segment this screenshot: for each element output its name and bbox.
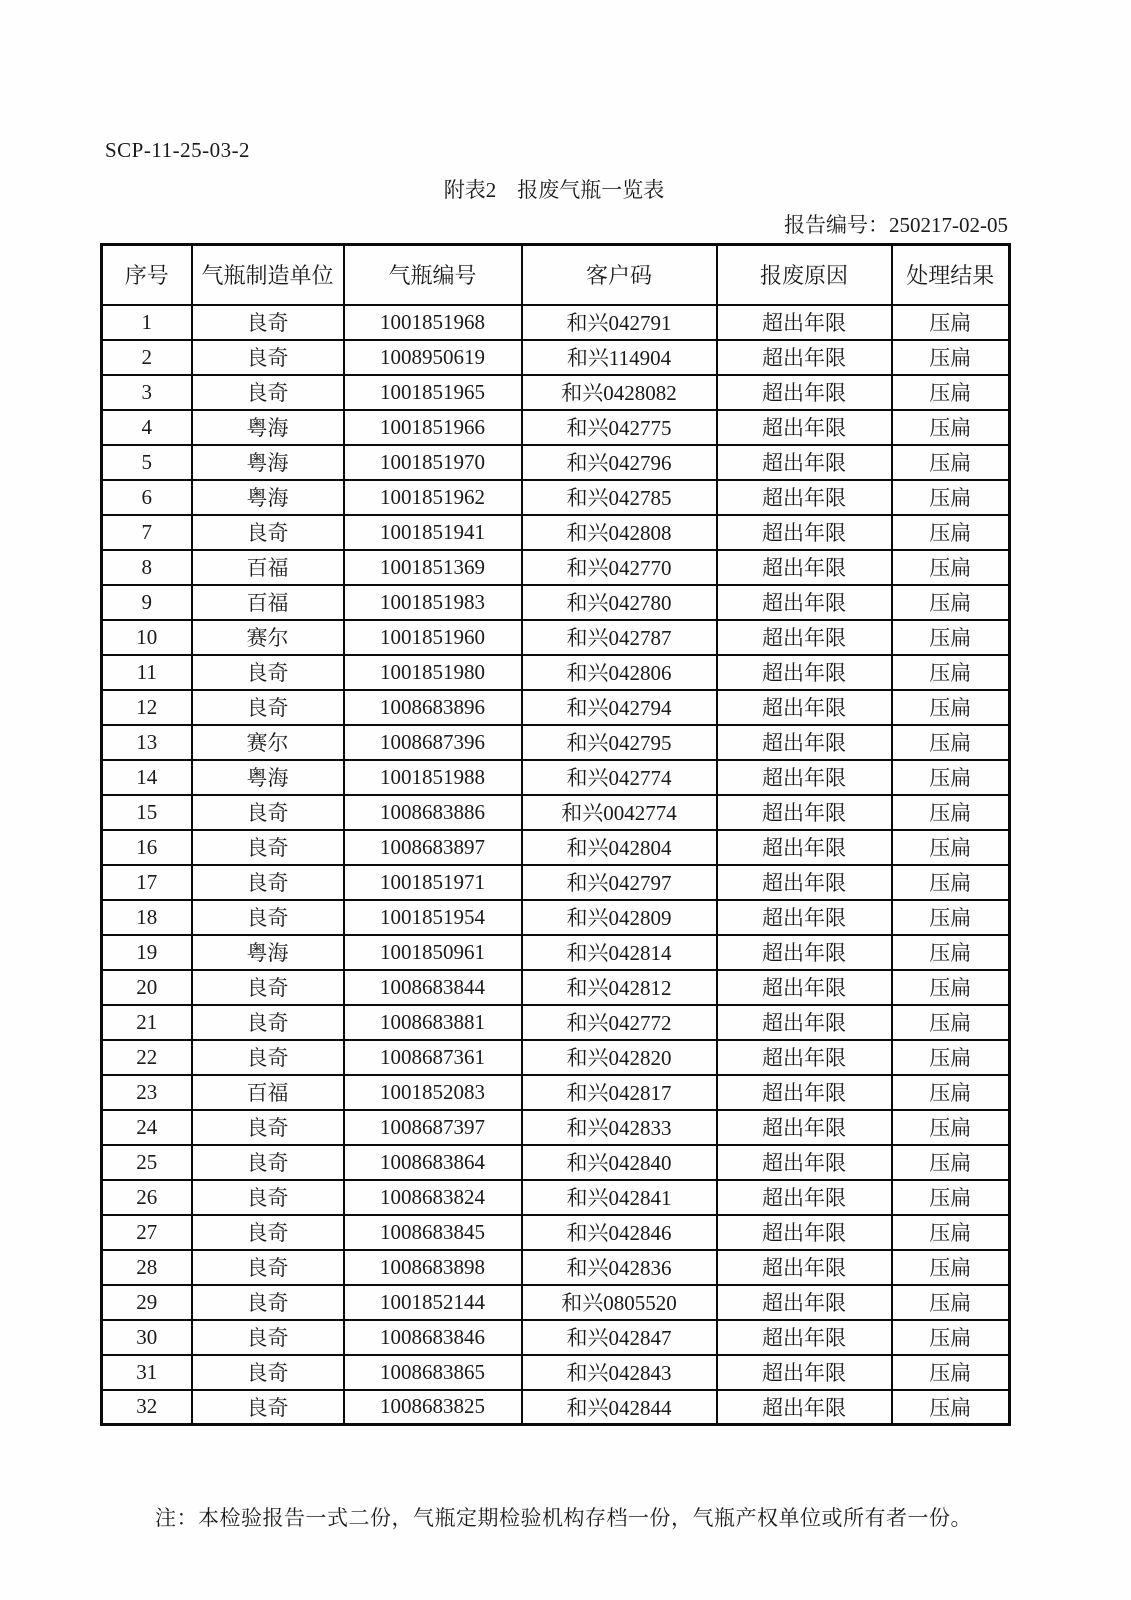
table-cell: 良奇 <box>192 1145 344 1180</box>
table-cell: 良奇 <box>192 795 344 830</box>
table-cell: 超出年限 <box>717 550 892 585</box>
table-row <box>102 900 1010 935</box>
table-cell: 17 <box>102 865 192 900</box>
table-cell: 良奇 <box>192 970 344 1005</box>
table-cell: 压扁 <box>892 445 1010 480</box>
table-row <box>102 1285 1010 1320</box>
table-cell: 1001851970 <box>344 445 522 480</box>
table-cell: 超出年限 <box>717 515 892 550</box>
table-cell: 良奇 <box>192 1285 344 1320</box>
table-cell: 超出年限 <box>717 830 892 865</box>
table-cell: 14 <box>102 760 192 795</box>
table-cell: 和兴042770 <box>522 550 717 585</box>
scrapped-cylinder-table <box>100 243 1011 1426</box>
table-cell: 超出年限 <box>717 935 892 970</box>
table-cell: 粤海 <box>192 480 344 515</box>
table-cell: 压扁 <box>892 480 1010 515</box>
table-row <box>102 1145 1010 1180</box>
table-header-row <box>102 245 1010 305</box>
table-cell: 1008683886 <box>344 795 522 830</box>
table-cell: 压扁 <box>892 340 1010 375</box>
table-cell: 超出年限 <box>717 410 892 445</box>
table-cell: 和兴042817 <box>522 1075 717 1110</box>
table-cell: 1001851965 <box>344 375 522 410</box>
table-cell: 压扁 <box>892 1040 1010 1075</box>
table-cell: 和兴042772 <box>522 1005 717 1040</box>
table-cell: 1008683824 <box>344 1180 522 1215</box>
table-cell: 百福 <box>192 1075 344 1110</box>
table-row <box>102 410 1010 445</box>
table-cell: 良奇 <box>192 1180 344 1215</box>
table-cell: 和兴0428082 <box>522 375 717 410</box>
table-cell: 超出年限 <box>717 1005 892 1040</box>
table-cell: 1008687397 <box>344 1110 522 1145</box>
table-cell: 20 <box>102 970 192 1005</box>
table-cell: 1001852083 <box>344 1075 522 1110</box>
table-cell: 超出年限 <box>717 1110 892 1145</box>
table-cell: 和兴042833 <box>522 1110 717 1145</box>
table-cell: 压扁 <box>892 725 1010 760</box>
table-cell: 21 <box>102 1005 192 1040</box>
table-cell: 5 <box>102 445 192 480</box>
table-cell: 10 <box>102 620 192 655</box>
table-cell: 压扁 <box>892 655 1010 690</box>
table-cell: 压扁 <box>892 1250 1010 1285</box>
table-row <box>102 830 1010 865</box>
table-cell: 1008687361 <box>344 1040 522 1075</box>
table-cell: 压扁 <box>892 1145 1010 1180</box>
table-cell: 良奇 <box>192 900 344 935</box>
table-cell: 1008683898 <box>344 1250 522 1285</box>
table-row <box>102 480 1010 515</box>
table-cell: 百福 <box>192 550 344 585</box>
table-cell: 1008683864 <box>344 1145 522 1180</box>
table-cell: 和兴042787 <box>522 620 717 655</box>
table-row <box>102 340 1010 375</box>
table-cell: 1001851954 <box>344 900 522 935</box>
table-cell: 和兴042844 <box>522 1390 717 1425</box>
table-cell: 1001851980 <box>344 655 522 690</box>
table-cell: 15 <box>102 795 192 830</box>
table-cell: 压扁 <box>892 1075 1010 1110</box>
table-cell: 和兴042812 <box>522 970 717 1005</box>
table-cell: 25 <box>102 1145 192 1180</box>
table-cell: 和兴042797 <box>522 865 717 900</box>
table-row <box>102 795 1010 830</box>
table-cell: 1001852144 <box>344 1285 522 1320</box>
table-cell: 和兴042794 <box>522 690 717 725</box>
table-cell: 1008687396 <box>344 725 522 760</box>
table-cell: 压扁 <box>892 1110 1010 1145</box>
table-cell: 和兴042847 <box>522 1320 717 1355</box>
table-row <box>102 1215 1010 1250</box>
table-cell: 和兴042796 <box>522 445 717 480</box>
table-cell: 和兴042846 <box>522 1215 717 1250</box>
table-row <box>102 620 1010 655</box>
table-cell: 1001851966 <box>344 410 522 445</box>
table-cell: 和兴0042774 <box>522 795 717 830</box>
table-cell: 1008683865 <box>344 1355 522 1390</box>
table-cell: 和兴042795 <box>522 725 717 760</box>
table-cell: 压扁 <box>892 970 1010 1005</box>
table-cell: 超出年限 <box>717 900 892 935</box>
table-cell: 1001851369 <box>344 550 522 585</box>
table-cell: 和兴042780 <box>522 585 717 620</box>
table-cell: 压扁 <box>892 585 1010 620</box>
table-cell: 1001851941 <box>344 515 522 550</box>
table-cell: 粤海 <box>192 760 344 795</box>
table-cell: 良奇 <box>192 305 344 340</box>
table-cell: 超出年限 <box>717 1320 892 1355</box>
table-row <box>102 970 1010 1005</box>
table-cell: 9 <box>102 585 192 620</box>
table-cell: 良奇 <box>192 1040 344 1075</box>
table-cell: 28 <box>102 1250 192 1285</box>
table-cell: 27 <box>102 1215 192 1250</box>
table-cell: 1008683897 <box>344 830 522 865</box>
table-cell: 超出年限 <box>717 1355 892 1390</box>
table-cell: 良奇 <box>192 1320 344 1355</box>
table-cell: 1008683881 <box>344 1005 522 1040</box>
table-cell: 良奇 <box>192 1005 344 1040</box>
column-header-cust: 客户码 <box>522 245 717 305</box>
table-cell: 29 <box>102 1285 192 1320</box>
table-row <box>102 445 1010 480</box>
table-cell: 和兴042775 <box>522 410 717 445</box>
table-cell: 良奇 <box>192 690 344 725</box>
table-cell: 良奇 <box>192 1390 344 1425</box>
table-cell: 良奇 <box>192 515 344 550</box>
table-row <box>102 585 1010 620</box>
page-title: 附表2 报废气瓶一览表 <box>443 178 665 202</box>
table-cell: 压扁 <box>892 1215 1010 1250</box>
table-cell: 赛尔 <box>192 620 344 655</box>
table-cell: 超出年限 <box>717 865 892 900</box>
column-header-reason: 报废原因 <box>717 245 892 305</box>
table-cell: 赛尔 <box>192 725 344 760</box>
table-row <box>102 1180 1010 1215</box>
table-cell: 和兴0805520 <box>522 1285 717 1320</box>
table-cell: 1001851968 <box>344 305 522 340</box>
table-row <box>102 760 1010 795</box>
table-row <box>102 1355 1010 1390</box>
table-cell: 3 <box>102 375 192 410</box>
table-cell: 1008683846 <box>344 1320 522 1355</box>
table-cell: 压扁 <box>892 515 1010 550</box>
table-cell: 压扁 <box>892 305 1010 340</box>
table-cell: 1001851983 <box>344 585 522 620</box>
column-header-result: 处理结果 <box>892 245 1010 305</box>
table-cell: 超出年限 <box>717 480 892 515</box>
table-cell: 压扁 <box>892 375 1010 410</box>
table-row <box>102 550 1010 585</box>
table-cell: 百福 <box>192 585 344 620</box>
table-cell: 23 <box>102 1075 192 1110</box>
table-cell: 8 <box>102 550 192 585</box>
table-cell: 和兴042836 <box>522 1250 717 1285</box>
table-cell: 粤海 <box>192 935 344 970</box>
table-cell: 1 <box>102 305 192 340</box>
table-cell: 压扁 <box>892 935 1010 970</box>
table-row <box>102 1250 1010 1285</box>
table-cell: 压扁 <box>892 795 1010 830</box>
table-cell: 超出年限 <box>717 1075 892 1110</box>
table-cell: 4 <box>102 410 192 445</box>
table-cell: 6 <box>102 480 192 515</box>
table-cell: 良奇 <box>192 375 344 410</box>
table-cell: 超出年限 <box>717 655 892 690</box>
table-cell: 超出年限 <box>717 1145 892 1180</box>
table-cell: 超出年限 <box>717 760 892 795</box>
column-header-seq: 序号 <box>102 245 192 305</box>
column-header-cylno: 气瓶编号 <box>344 245 522 305</box>
table-cell: 良奇 <box>192 1355 344 1390</box>
table-cell: 1008683825 <box>344 1390 522 1425</box>
table-cell: 超出年限 <box>717 795 892 830</box>
table-cell: 超出年限 <box>717 305 892 340</box>
table-cell: 粤海 <box>192 410 344 445</box>
report-number: 报告编号：250217-02-05 <box>784 213 1008 237</box>
table-cell: 30 <box>102 1320 192 1355</box>
table-cell: 压扁 <box>892 830 1010 865</box>
table-cell: 压扁 <box>892 760 1010 795</box>
table-cell: 1001850961 <box>344 935 522 970</box>
table-cell: 和兴042774 <box>522 760 717 795</box>
table-cell: 超出年限 <box>717 1250 892 1285</box>
table-cell: 11 <box>102 655 192 690</box>
table-cell: 良奇 <box>192 1250 344 1285</box>
table-cell: 压扁 <box>892 410 1010 445</box>
table-cell: 1008683844 <box>344 970 522 1005</box>
table-row <box>102 865 1010 900</box>
table-cell: 超出年限 <box>717 445 892 480</box>
table-cell: 压扁 <box>892 1355 1010 1390</box>
table-cell: 和兴042841 <box>522 1180 717 1215</box>
table-cell: 和兴114904 <box>522 340 717 375</box>
table-cell: 32 <box>102 1390 192 1425</box>
column-header-maker: 气瓶制造单位 <box>192 245 344 305</box>
table-row <box>102 375 1010 410</box>
table-cell: 压扁 <box>892 620 1010 655</box>
table-row <box>102 1040 1010 1075</box>
table-cell: 和兴042808 <box>522 515 717 550</box>
table-cell: 良奇 <box>192 340 344 375</box>
table-cell: 超出年限 <box>717 585 892 620</box>
table-row <box>102 935 1010 970</box>
table-cell: 压扁 <box>892 865 1010 900</box>
table-cell: 压扁 <box>892 550 1010 585</box>
table-cell: 1001851960 <box>344 620 522 655</box>
table-row <box>102 1075 1010 1110</box>
table-cell: 和兴042840 <box>522 1145 717 1180</box>
table-cell: 和兴042806 <box>522 655 717 690</box>
table-cell: 31 <box>102 1355 192 1390</box>
table-row <box>102 1320 1010 1355</box>
table-row <box>102 655 1010 690</box>
table-row <box>102 1110 1010 1145</box>
table-cell: 压扁 <box>892 690 1010 725</box>
table-cell: 1008950619 <box>344 340 522 375</box>
table-cell: 超出年限 <box>717 1285 892 1320</box>
table-cell: 压扁 <box>892 900 1010 935</box>
table-cell: 良奇 <box>192 865 344 900</box>
table-cell: 1001851988 <box>344 760 522 795</box>
table-cell: 良奇 <box>192 655 344 690</box>
table-cell: 26 <box>102 1180 192 1215</box>
table-row <box>102 305 1010 340</box>
table-cell: 22 <box>102 1040 192 1075</box>
table-cell: 1008683896 <box>344 690 522 725</box>
table-cell: 1008683845 <box>344 1215 522 1250</box>
table-cell: 12 <box>102 690 192 725</box>
table-cell: 压扁 <box>892 1180 1010 1215</box>
table-cell: 粤海 <box>192 445 344 480</box>
table-cell: 13 <box>102 725 192 760</box>
table-cell: 7 <box>102 515 192 550</box>
table-cell: 超出年限 <box>717 1390 892 1425</box>
table-cell: 压扁 <box>892 1285 1010 1320</box>
table-cell: 超出年限 <box>717 1215 892 1250</box>
table-cell: 2 <box>102 340 192 375</box>
table-cell: 18 <box>102 900 192 935</box>
table-cell: 超出年限 <box>717 1180 892 1215</box>
table-cell: 16 <box>102 830 192 865</box>
table-cell: 24 <box>102 1110 192 1145</box>
footnote: 注：本检验报告一式二份，气瓶定期检验机构存档一份，气瓶产权单位或所有者一份。 <box>155 1506 972 1530</box>
table-cell: 19 <box>102 935 192 970</box>
table-cell: 和兴042804 <box>522 830 717 865</box>
table-cell: 和兴042785 <box>522 480 717 515</box>
table-cell: 良奇 <box>192 1215 344 1250</box>
table-cell: 超出年限 <box>717 690 892 725</box>
table-row <box>102 1390 1010 1425</box>
table-cell: 和兴042809 <box>522 900 717 935</box>
table-row <box>102 690 1010 725</box>
table-cell: 和兴042843 <box>522 1355 717 1390</box>
table-row <box>102 725 1010 760</box>
table-cell: 良奇 <box>192 1110 344 1145</box>
table-cell: 超出年限 <box>717 1040 892 1075</box>
table-cell: 超出年限 <box>717 340 892 375</box>
table-cell: 超出年限 <box>717 970 892 1005</box>
table-cell: 和兴042791 <box>522 305 717 340</box>
table-cell: 良奇 <box>192 830 344 865</box>
table-cell: 超出年限 <box>717 375 892 410</box>
document-code: SCP-11-25-03-2 <box>105 138 251 162</box>
table-cell: 和兴042820 <box>522 1040 717 1075</box>
table-cell: 1001851971 <box>344 865 522 900</box>
table-cell: 压扁 <box>892 1390 1010 1425</box>
table-cell: 1001851962 <box>344 480 522 515</box>
scrap-table-body <box>102 305 1010 1425</box>
table-cell: 超出年限 <box>717 620 892 655</box>
table-row <box>102 515 1010 550</box>
table-cell: 压扁 <box>892 1005 1010 1040</box>
table-cell: 超出年限 <box>717 725 892 760</box>
table-cell: 压扁 <box>892 1320 1010 1355</box>
table-cell: 和兴042814 <box>522 935 717 970</box>
table-row <box>102 1005 1010 1040</box>
